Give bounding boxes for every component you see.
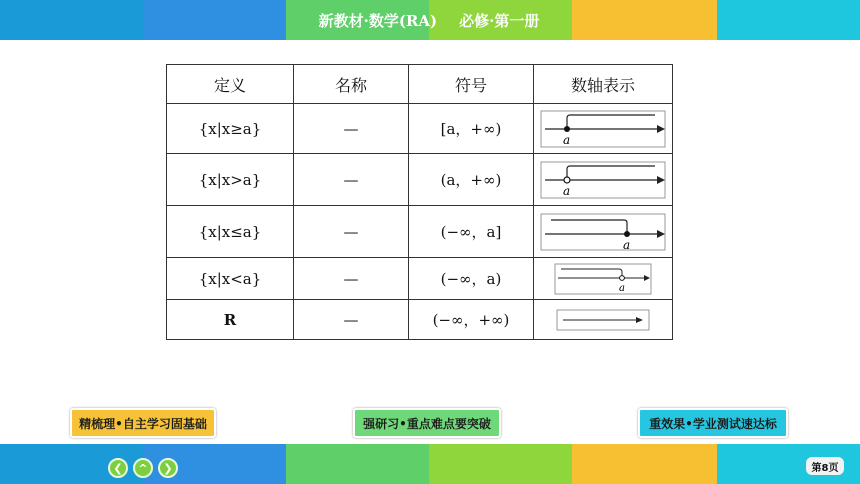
cell-name: — [294, 206, 409, 258]
cell-symbol: [a，+∞) [409, 104, 534, 154]
cell-symbol: (−∞，+∞) [409, 300, 534, 340]
header-axis: 数轴表示 [534, 65, 673, 104]
home-up-arrow-icon[interactable]: ^ [133, 458, 153, 478]
table-row [167, 104, 673, 154]
cell-number-line [534, 258, 673, 300]
cell-name: — [294, 104, 409, 154]
self-study-button[interactable]: 精梳理•自主学习固基础 [70, 408, 216, 438]
number-line-lt-a [553, 262, 653, 296]
bottom-color-band [0, 444, 860, 484]
key-points-button[interactable]: 强研习•重点难点要突破 [353, 408, 501, 438]
table-header-row [167, 65, 673, 104]
cell-definition: R [167, 300, 294, 340]
axis-label: a [623, 237, 631, 252]
table-row [167, 206, 673, 258]
header-title-right: 必修·第一册 [459, 11, 540, 30]
axis-label: a [563, 183, 571, 198]
number-line-ge-a [537, 108, 669, 150]
cell-definition: {x|x>a} [167, 154, 294, 206]
number-line-r [555, 308, 651, 332]
cell-name: — [294, 154, 409, 206]
axis-label: a [619, 282, 625, 294]
cell-symbol: (−∞，a] [409, 206, 534, 258]
header-definition: 定义 [167, 65, 294, 104]
cell-symbol: (−∞，a) [409, 258, 534, 300]
header-title-left: 新教材·数学(RA) [318, 11, 438, 30]
cell-definition: {x|x≥a} [167, 104, 294, 154]
cell-definition: {x|x<a} [167, 258, 294, 300]
number-line-le-a [537, 211, 669, 253]
header-title [286, 0, 572, 40]
prev-arrow-icon[interactable]: ❮ [108, 458, 128, 478]
assessment-button[interactable]: 重效果•学业测试速达标 [638, 408, 788, 438]
page-number: 第8页 [806, 457, 844, 475]
number-line-gt-a [537, 159, 669, 201]
table-row [167, 300, 673, 340]
cell-number-line [534, 206, 673, 258]
cell-symbol: (a，+∞) [409, 154, 534, 206]
cell-name: — [294, 300, 409, 340]
cell-number-line [534, 300, 673, 340]
axis-label: a [563, 132, 571, 147]
header-symbol: 符号 [409, 65, 534, 104]
interval-table [166, 64, 673, 340]
cell-name: — [294, 258, 409, 300]
cell-number-line [534, 154, 673, 206]
table-row [167, 154, 673, 206]
cell-definition: {x|x≤a} [167, 206, 294, 258]
next-arrow-icon[interactable]: ❯ [158, 458, 178, 478]
cell-number-line [534, 104, 673, 154]
table-row [167, 258, 673, 300]
header-name: 名称 [294, 65, 409, 104]
